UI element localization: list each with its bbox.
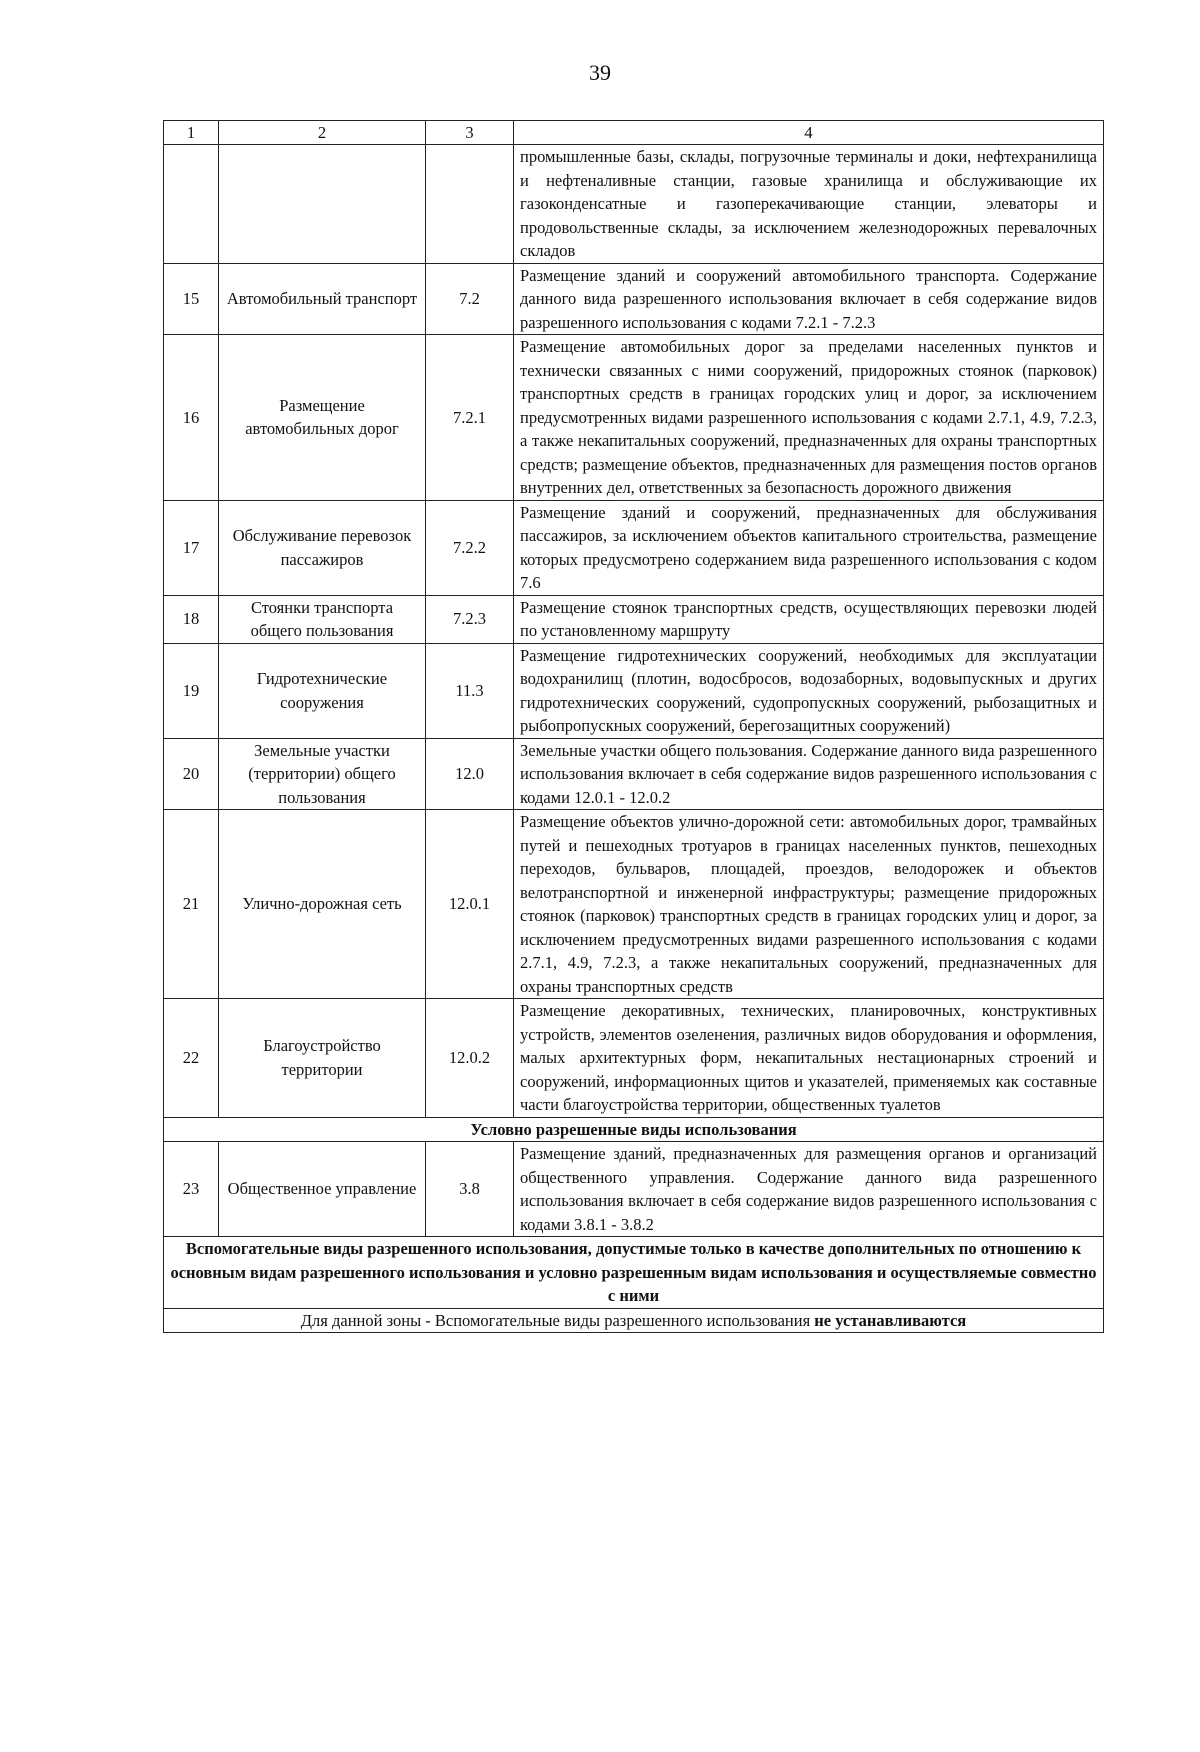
table-row-15: [164, 263, 1104, 335]
zone-note-row: [164, 1308, 1104, 1333]
page-number: 39: [589, 60, 611, 85]
use-type-description: Размещение гидротехнических сооружений, необходимых для эксплуатации водохранилищ (плотин, водосбросов, водозаборных, водовыпускных и других гидротехнических сооружений, судопропускных сооружений, рыбозащитных и рыбопропускных сооружений, берегозащитных сооружений): [514, 643, 1104, 738]
use-type-description: Размещение объектов улично-дорожной сети: автомобильных дорог, трамвайных путей и пешеходных тротуаров в границах населенных пунктов, пешеходных переходов, бульваров, площадей, проездов, велодорожек и объектов велотранспортной и инженерной инфраструктуры; размещение придорожных стоянок (парковок) транспортных средств в границах городских улиц и дорог, за исключением предусмотренных видами разрешенного использования с кодами 2.7.1, 4.9, 7.2.3, а также некапитальных сооружений, предназначенных для охраны транспортных средств: [514, 810, 1104, 999]
row-number: 20: [164, 738, 219, 810]
row-number: 23: [164, 1142, 219, 1237]
use-type-code: 7.2.3: [426, 595, 514, 643]
zone-note-emphasis: не устанавливаются: [814, 1310, 967, 1330]
table-row-20: [164, 738, 1104, 810]
use-type-description: Размещение зданий, предназначенных для размещения органов и организаций общественного управления. Содержание данного вида разрешенного использования включает в себя содержание видов разрешенного использования с кодами 3.8.1 - 3.8.2: [514, 1142, 1104, 1237]
row-number: [164, 145, 219, 264]
column-header-3: 3: [426, 121, 514, 145]
auxiliary-section-title: Вспомогательные виды разрешенного использования, допустимые только в качестве дополнительных по отношению к основным видам разрешенного использования и условно разрешенным видам использования и осуществляемые совместно с ними: [164, 1237, 1104, 1309]
table-row-21: [164, 810, 1104, 999]
row-number: 21: [164, 810, 219, 999]
zoning-table: [163, 120, 1104, 1333]
zone-note-text: Для данной зоны - Вспомогательные виды разрешенного использования: [300, 1310, 815, 1330]
use-type-code: 12.0: [426, 738, 514, 810]
use-type-name: Автомобильный транспорт: [219, 263, 426, 335]
table-row-continuation: [164, 145, 1104, 264]
row-number: 15: [164, 263, 219, 335]
table-row-16: [164, 335, 1104, 501]
table-row-18: [164, 595, 1104, 643]
use-type-code: 3.8: [426, 1142, 514, 1237]
use-type-name: Улично-дорожная сеть: [219, 810, 426, 999]
use-type-code: [426, 145, 514, 264]
use-type-code: 12.0.1: [426, 810, 514, 999]
use-type-description: промышленные базы, склады, погрузочные терминалы и доки, нефтехранилища и нефтеналивные станции, газовые хранилища и обслуживающие их газоконденсатные и газоперекачивающие станции, элеваторы и продовольственные склады, за исключением железнодорожных перевалочных складов: [514, 145, 1104, 264]
use-type-name: [219, 145, 426, 264]
use-type-code: 7.2.1: [426, 335, 514, 501]
table-row-22: [164, 999, 1104, 1118]
use-type-name: Гидротехнические сооружения: [219, 643, 426, 738]
conditional-section-title: Условно разрешенные виды использования: [164, 1117, 1104, 1142]
use-type-description: Размещение зданий и сооружений автомобильного транспорта. Содержание данного вида разрешенного использования включает в себя содержание видов разрешенного использования с кодами 7.2.1 - 7.2.3: [514, 263, 1104, 335]
row-number: 19: [164, 643, 219, 738]
use-type-description: Размещение стоянок транспортных средств, осуществляющих перевозки людей по установленному маршруту: [514, 595, 1104, 643]
use-type-description: Размещение декоративных, технических, планировочных, конструктивных устройств, элементов озеленения, различных видов оборудования и оформления, малых архитектурных форм, некапитальных нестационарных строений и сооружений, информационных щитов и указателей, применяемых как составные части благоустройства территории, общественных туалетов: [514, 999, 1104, 1118]
zone-note: [164, 1308, 1104, 1333]
use-type-name: Общественное управление: [219, 1142, 426, 1237]
use-type-code: 12.0.2: [426, 999, 514, 1118]
column-header-2: 2: [219, 121, 426, 145]
row-number: 18: [164, 595, 219, 643]
row-number: 16: [164, 335, 219, 501]
table-row-17: [164, 500, 1104, 595]
column-header-4: 4: [514, 121, 1104, 145]
use-type-description: Размещение автомобильных дорог за пределами населенных пунктов и технически связанных с ними сооружений, придорожных стоянок (парковок) транспортных средств в границах городских улиц и дорог, за исключением предусмотренных видами разрешенного использования с кодами 2.7.1, 4.9, 7.2.3, а также некапитальных сооружений, предназначенных для охраны транспортных средств; размещение объектов, предназначенных для размещения постов органов внутренних дел, ответственных за безопасность дорожного движения: [514, 335, 1104, 501]
auxiliary-heading-row: [164, 1237, 1104, 1309]
row-number: 22: [164, 999, 219, 1118]
use-type-name: Благоустройство территории: [219, 999, 426, 1118]
use-type-name: Обслуживание перевозок пассажиров: [219, 500, 426, 595]
table-header-row: [164, 121, 1104, 145]
use-type-code: 7.2.2: [426, 500, 514, 595]
use-type-code: 7.2: [426, 263, 514, 335]
table-row-23: [164, 1142, 1104, 1237]
use-type-name: Размещение автомобильных дорог: [219, 335, 426, 501]
use-type-name: Стоянки транспорта общего пользования: [219, 595, 426, 643]
row-number: 17: [164, 500, 219, 595]
table-row-19: [164, 643, 1104, 738]
use-type-description: Земельные участки общего пользования. Содержание данного вида разрешенного использования включает в себя содержание видов разрешенного использования с кодами 12.0.1 - 12.0.2: [514, 738, 1104, 810]
use-type-name: Земельные участки (территории) общего пользования: [219, 738, 426, 810]
use-type-description: Размещение зданий и сооружений, предназначенных для обслуживания пассажиров, за исключением объектов капитального строительства, размещение которых предусмотрено содержанием вида разрешенного использования с кодом 7.6: [514, 500, 1104, 595]
section-heading-row: [164, 1117, 1104, 1142]
use-type-code: 11.3: [426, 643, 514, 738]
column-header-1: 1: [164, 121, 219, 145]
